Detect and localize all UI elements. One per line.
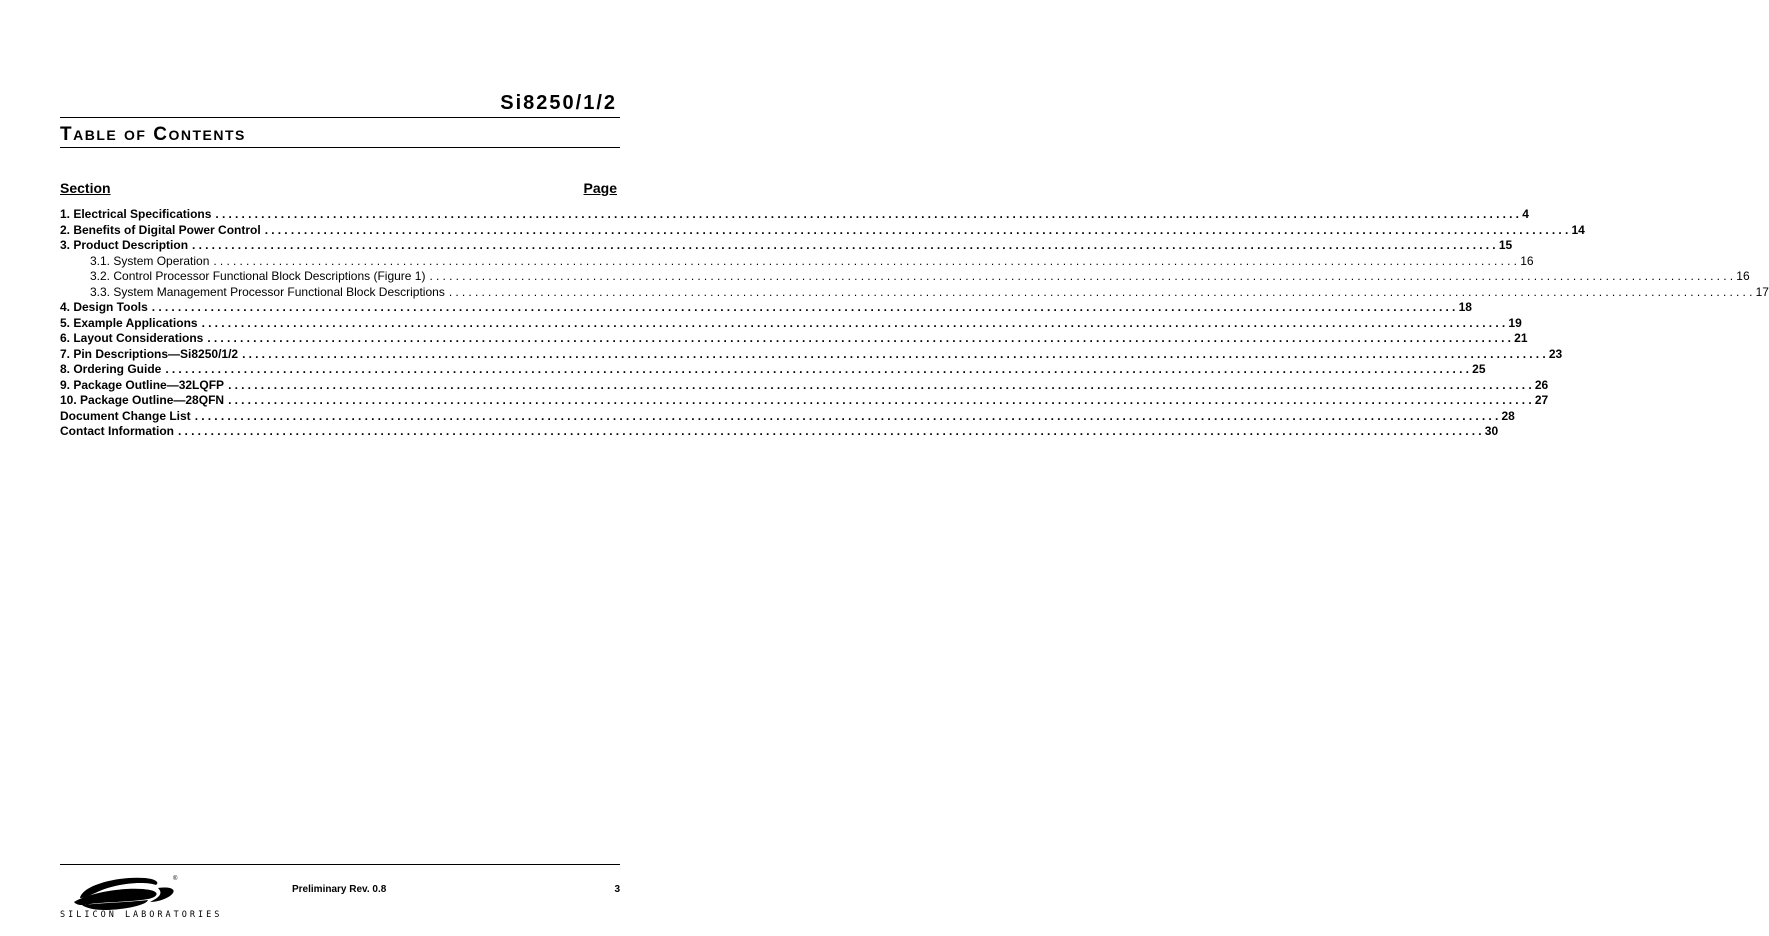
toc-leader-dots: ........................................................................................................................................................................................................ (264, 222, 1572, 237)
toc-leader-dots: ........................................................................................................................................................................................................ (213, 253, 1521, 268)
toc-entry-label: Contact Information (60, 424, 174, 438)
title-initial-c: C (153, 124, 169, 145)
toc-entry-label: Document Change List (60, 408, 191, 423)
toc-entry[interactable] (60, 238, 1513, 254)
toc-entry-label: 3.3. System Management Processor Functional Block Descriptions (90, 284, 445, 299)
toc-entry-page: 15 (1498, 238, 1513, 252)
logo-wordmark: SILICON LABORATORIES (60, 910, 223, 920)
toc-entry-label: 7. Pin Descriptions—Si8250/1/2 (60, 346, 239, 361)
toc-list (60, 207, 1769, 440)
toc-subentry[interactable] (60, 253, 1534, 270)
toc-leader-dots: ........................................................................................................................................................................................................ (242, 346, 1549, 361)
toc-leader-dots: ........................................................................................................................................................................................................ (192, 238, 1499, 252)
section-column-header: Section (60, 180, 111, 196)
toc-entry[interactable] (60, 377, 1549, 394)
toc-entry-page: 26 (1534, 377, 1549, 392)
header-rule (60, 117, 620, 118)
toc-entry-page: 17 (1755, 284, 1769, 299)
doc-number: Si8250/1/2 (500, 92, 617, 114)
toc-entry-label: 9. Package Outline—32LQFP (60, 377, 225, 392)
page-title (60, 124, 246, 146)
toc-entry[interactable] (60, 207, 1529, 223)
toc-entry[interactable] (60, 331, 1528, 347)
toc-entry-page: 16 (1736, 269, 1750, 283)
toc-entry-label: 10. Package Outline—28QFN (60, 393, 225, 407)
toc-entry-page: 16 (1520, 253, 1534, 268)
title-ontents: ONTENTS (168, 127, 246, 143)
svg-text:®: ® (173, 876, 178, 882)
toc-entry-page: 28 (1501, 408, 1515, 423)
title-rule (60, 147, 620, 148)
toc-entry-page: 18 (1458, 300, 1472, 314)
toc-subentry[interactable] (60, 269, 1750, 285)
toc-entry-label: 5. Example Applications (60, 315, 198, 330)
toc-entry-label: 6. Layout Considerations (60, 331, 204, 345)
toc-entry-page: 27 (1534, 393, 1549, 407)
toc-entry-label: 8. Ordering Guide (60, 362, 162, 376)
footer-page-number: 3 (614, 884, 620, 895)
toc-leader-dots: ........................................................................................................................................................................................................ (151, 300, 1459, 314)
toc-leader-dots: ........................................................................................................................................................................................................ (228, 377, 1535, 392)
toc-entry[interactable] (60, 362, 1486, 378)
toc-entry-label: 2. Benefits of Digital Power Control (60, 222, 261, 237)
title-of: OF (124, 127, 147, 143)
toc-entry-page: 30 (1484, 424, 1499, 438)
toc-leader-dots: ........................................................................................................................................................................................................ (201, 315, 1509, 330)
toc-entry[interactable] (60, 300, 1472, 316)
toc-entry-page: 25 (1472, 362, 1486, 376)
toc-entry-label: 3.1. System Operation (90, 253, 210, 268)
toc-entry[interactable] (60, 424, 1499, 440)
toc-leader-dots: ........................................................................................................................................................................................................ (448, 284, 1756, 299)
toc-leader-dots: ........................................................................................................................................................................................................ (215, 207, 1523, 221)
toc-leader-dots: ........................................................................................................................................................................................................ (165, 362, 1473, 376)
toc-entry[interactable] (60, 315, 1522, 332)
toc-entry[interactable] (60, 393, 1549, 409)
toc-leader-dots: ........................................................................................................................................................................................................ (194, 408, 1502, 423)
toc-entry-page: 14 (1571, 222, 1585, 237)
toc-entry-page: 4 (1522, 207, 1529, 221)
toc-entry[interactable] (60, 346, 1563, 363)
toc-entry[interactable] (60, 222, 1585, 239)
toc-entry-page: 21 (1514, 331, 1528, 345)
page-column-header: Page (583, 180, 617, 196)
title-initial-t: T (60, 124, 74, 145)
toc-leader-dots: ........................................................................................................................................................................................................ (178, 424, 1485, 438)
toc-entry-label: 3.2. Control Processor Functional Block Descriptions (Figure 1) (90, 269, 426, 283)
toc-entry-label: 4. Design Tools (60, 300, 148, 314)
title-able: ABLE (73, 127, 118, 143)
toc-subentry[interactable] (60, 284, 1769, 301)
toc-entry[interactable] (60, 408, 1515, 425)
toc-entry-page: 23 (1548, 346, 1563, 361)
footer-revision: Preliminary Rev. 0.8 (292, 884, 387, 895)
toc-leader-dots: ........................................................................................................................................................................................................ (228, 393, 1535, 407)
toc-entry-label: 1. Electrical Specifications (60, 207, 212, 221)
toc-leader-dots: ........................................................................................................................................................................................................ (207, 331, 1515, 345)
toc-entry-page: 19 (1508, 315, 1522, 330)
toc-entry-label: 3. Product Description (60, 238, 189, 252)
toc-leader-dots: ........................................................................................................................................................................................................ (429, 269, 1737, 283)
footer-rule (60, 864, 620, 865)
